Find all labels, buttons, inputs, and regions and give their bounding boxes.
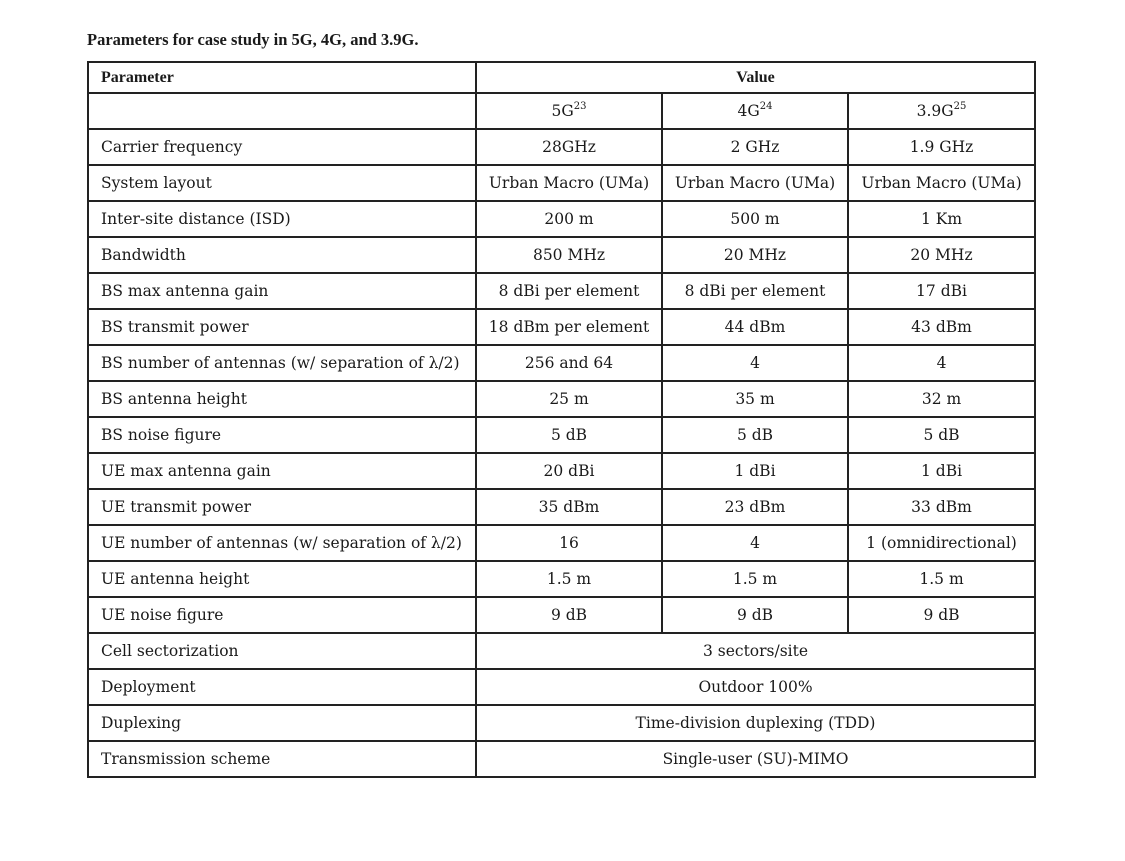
value-3-9g: 4 bbox=[848, 345, 1035, 381]
value-4g: 1.5 m bbox=[662, 561, 848, 597]
value-4g: 1 dBi bbox=[662, 453, 848, 489]
value-3-9g: 32 m bbox=[848, 381, 1035, 417]
value-all-generations: Single-user (SU)-MIMO bbox=[476, 741, 1035, 777]
table-caption: Parameters for case study in 5G, 4G, and 3.9G. bbox=[87, 30, 419, 49]
value-4g: 2 GHz bbox=[662, 129, 848, 165]
param-ue-antenna-height: UE antenna height bbox=[88, 561, 476, 597]
param-bs-transmit-power: BS transmit power bbox=[88, 309, 476, 345]
value-5g: 25 m bbox=[476, 381, 662, 417]
param-ue-number-of-antennas-w-separation-of-2: UE number of antennas (w/ separation of λ/2) bbox=[88, 525, 476, 561]
param-cell-sectorization: Cell sectorization bbox=[88, 633, 476, 669]
value-5g: 256 and 64 bbox=[476, 345, 662, 381]
value-3-9g: 1 (omnidirectional) bbox=[848, 525, 1035, 561]
value-3-9g: 1.5 m bbox=[848, 561, 1035, 597]
generation-4g-ref: 24 bbox=[759, 101, 773, 112]
value-5g: 8 dBi per element bbox=[476, 273, 662, 309]
header-value: Value bbox=[476, 62, 1035, 93]
param-bs-noise-figure: BS noise figure bbox=[88, 417, 476, 453]
value-5g: 28GHz bbox=[476, 129, 662, 165]
value-all-generations: Outdoor 100% bbox=[476, 669, 1035, 705]
value-3-9g: 20 MHz bbox=[848, 237, 1035, 273]
param-duplexing: Duplexing bbox=[88, 705, 476, 741]
param-bs-antenna-height: BS antenna height bbox=[88, 381, 476, 417]
param-bs-max-antenna-gain: BS max antenna gain bbox=[88, 273, 476, 309]
table-row bbox=[88, 597, 1035, 633]
value-3-9g: Urban Macro (UMa) bbox=[848, 165, 1035, 201]
value-5g: 35 dBm bbox=[476, 489, 662, 525]
value-5g: 1.5 m bbox=[476, 561, 662, 597]
table-row bbox=[88, 381, 1035, 417]
value-5g: 850 MHz bbox=[476, 237, 662, 273]
value-4g: 20 MHz bbox=[662, 237, 848, 273]
parameters-table bbox=[87, 61, 1036, 778]
table-row bbox=[88, 525, 1035, 561]
value-5g: 200 m bbox=[476, 201, 662, 237]
table-row bbox=[88, 633, 1035, 669]
value-3-9g: 33 dBm bbox=[848, 489, 1035, 525]
param-transmission-scheme: Transmission scheme bbox=[88, 741, 476, 777]
param-inter-site-distance-isd: Inter-site distance (ISD) bbox=[88, 201, 476, 237]
table-body bbox=[88, 129, 1035, 777]
value-3-9g: 17 dBi bbox=[848, 273, 1035, 309]
value-5g: 16 bbox=[476, 525, 662, 561]
param-deployment: Deployment bbox=[88, 669, 476, 705]
header-parameter: Parameter bbox=[88, 62, 476, 93]
table-row bbox=[88, 669, 1035, 705]
table-row bbox=[88, 237, 1035, 273]
generation-5g-ref: 23 bbox=[573, 101, 587, 112]
table-row bbox=[88, 345, 1035, 381]
generation-4g: $4G^{24}$ bbox=[662, 93, 848, 129]
header-row bbox=[88, 62, 1035, 93]
generation-5g: $5G^{23}$ bbox=[476, 93, 662, 129]
generation-row-blank bbox=[88, 93, 476, 129]
param-system-layout: System layout bbox=[88, 165, 476, 201]
value-all-generations: Time-division duplexing (TDD) bbox=[476, 705, 1035, 741]
value-3-9g: 1.9 GHz bbox=[848, 129, 1035, 165]
value-4g: 500 m bbox=[662, 201, 848, 237]
param-ue-noise-figure: UE noise figure bbox=[88, 597, 476, 633]
value-5g: Urban Macro (UMa) bbox=[476, 165, 662, 201]
table-row bbox=[88, 489, 1035, 525]
table-row bbox=[88, 561, 1035, 597]
table-row bbox=[88, 741, 1035, 777]
value-4g: 35 m bbox=[662, 381, 848, 417]
param-ue-max-antenna-gain: UE max antenna gain bbox=[88, 453, 476, 489]
table-row bbox=[88, 273, 1035, 309]
value-3-9g: 5 dB bbox=[848, 417, 1035, 453]
generation-3-9g: $3.9G^{25}$ bbox=[848, 93, 1035, 129]
value-4g: 8 dBi per element bbox=[662, 273, 848, 309]
param-bs-number-of-antennas-w-separation-of-2: BS number of antennas (w/ separation of λ/2) bbox=[88, 345, 476, 381]
generation-row bbox=[88, 93, 1035, 129]
value-3-9g: 9 dB bbox=[848, 597, 1035, 633]
value-5g: 18 dBm per element bbox=[476, 309, 662, 345]
value-3-9g: 43 dBm bbox=[848, 309, 1035, 345]
generation-3-9g-ref: 25 bbox=[953, 101, 967, 112]
value-4g: 9 dB bbox=[662, 597, 848, 633]
value-3-9g: 1 dBi bbox=[848, 453, 1035, 489]
table-row bbox=[88, 201, 1035, 237]
table-row bbox=[88, 165, 1035, 201]
value-5g: 20 dBi bbox=[476, 453, 662, 489]
value-4g: 5 dB bbox=[662, 417, 848, 453]
param-carrier-frequency: Carrier frequency bbox=[88, 129, 476, 165]
value-4g: 4 bbox=[662, 525, 848, 561]
table-row bbox=[88, 705, 1035, 741]
table-row bbox=[88, 129, 1035, 165]
value-5g: 5 dB bbox=[476, 417, 662, 453]
value-4g: 44 dBm bbox=[662, 309, 848, 345]
value-4g: 23 dBm bbox=[662, 489, 848, 525]
value-3-9g: 1 Km bbox=[848, 201, 1035, 237]
param-bandwidth: Bandwidth bbox=[88, 237, 476, 273]
table-row bbox=[88, 453, 1035, 489]
value-4g: 4 bbox=[662, 345, 848, 381]
param-ue-transmit-power: UE transmit power bbox=[88, 489, 476, 525]
value-5g: 9 dB bbox=[476, 597, 662, 633]
value-all-generations: 3 sectors/site bbox=[476, 633, 1035, 669]
value-4g: Urban Macro (UMa) bbox=[662, 165, 848, 201]
table-row bbox=[88, 417, 1035, 453]
table-row bbox=[88, 309, 1035, 345]
